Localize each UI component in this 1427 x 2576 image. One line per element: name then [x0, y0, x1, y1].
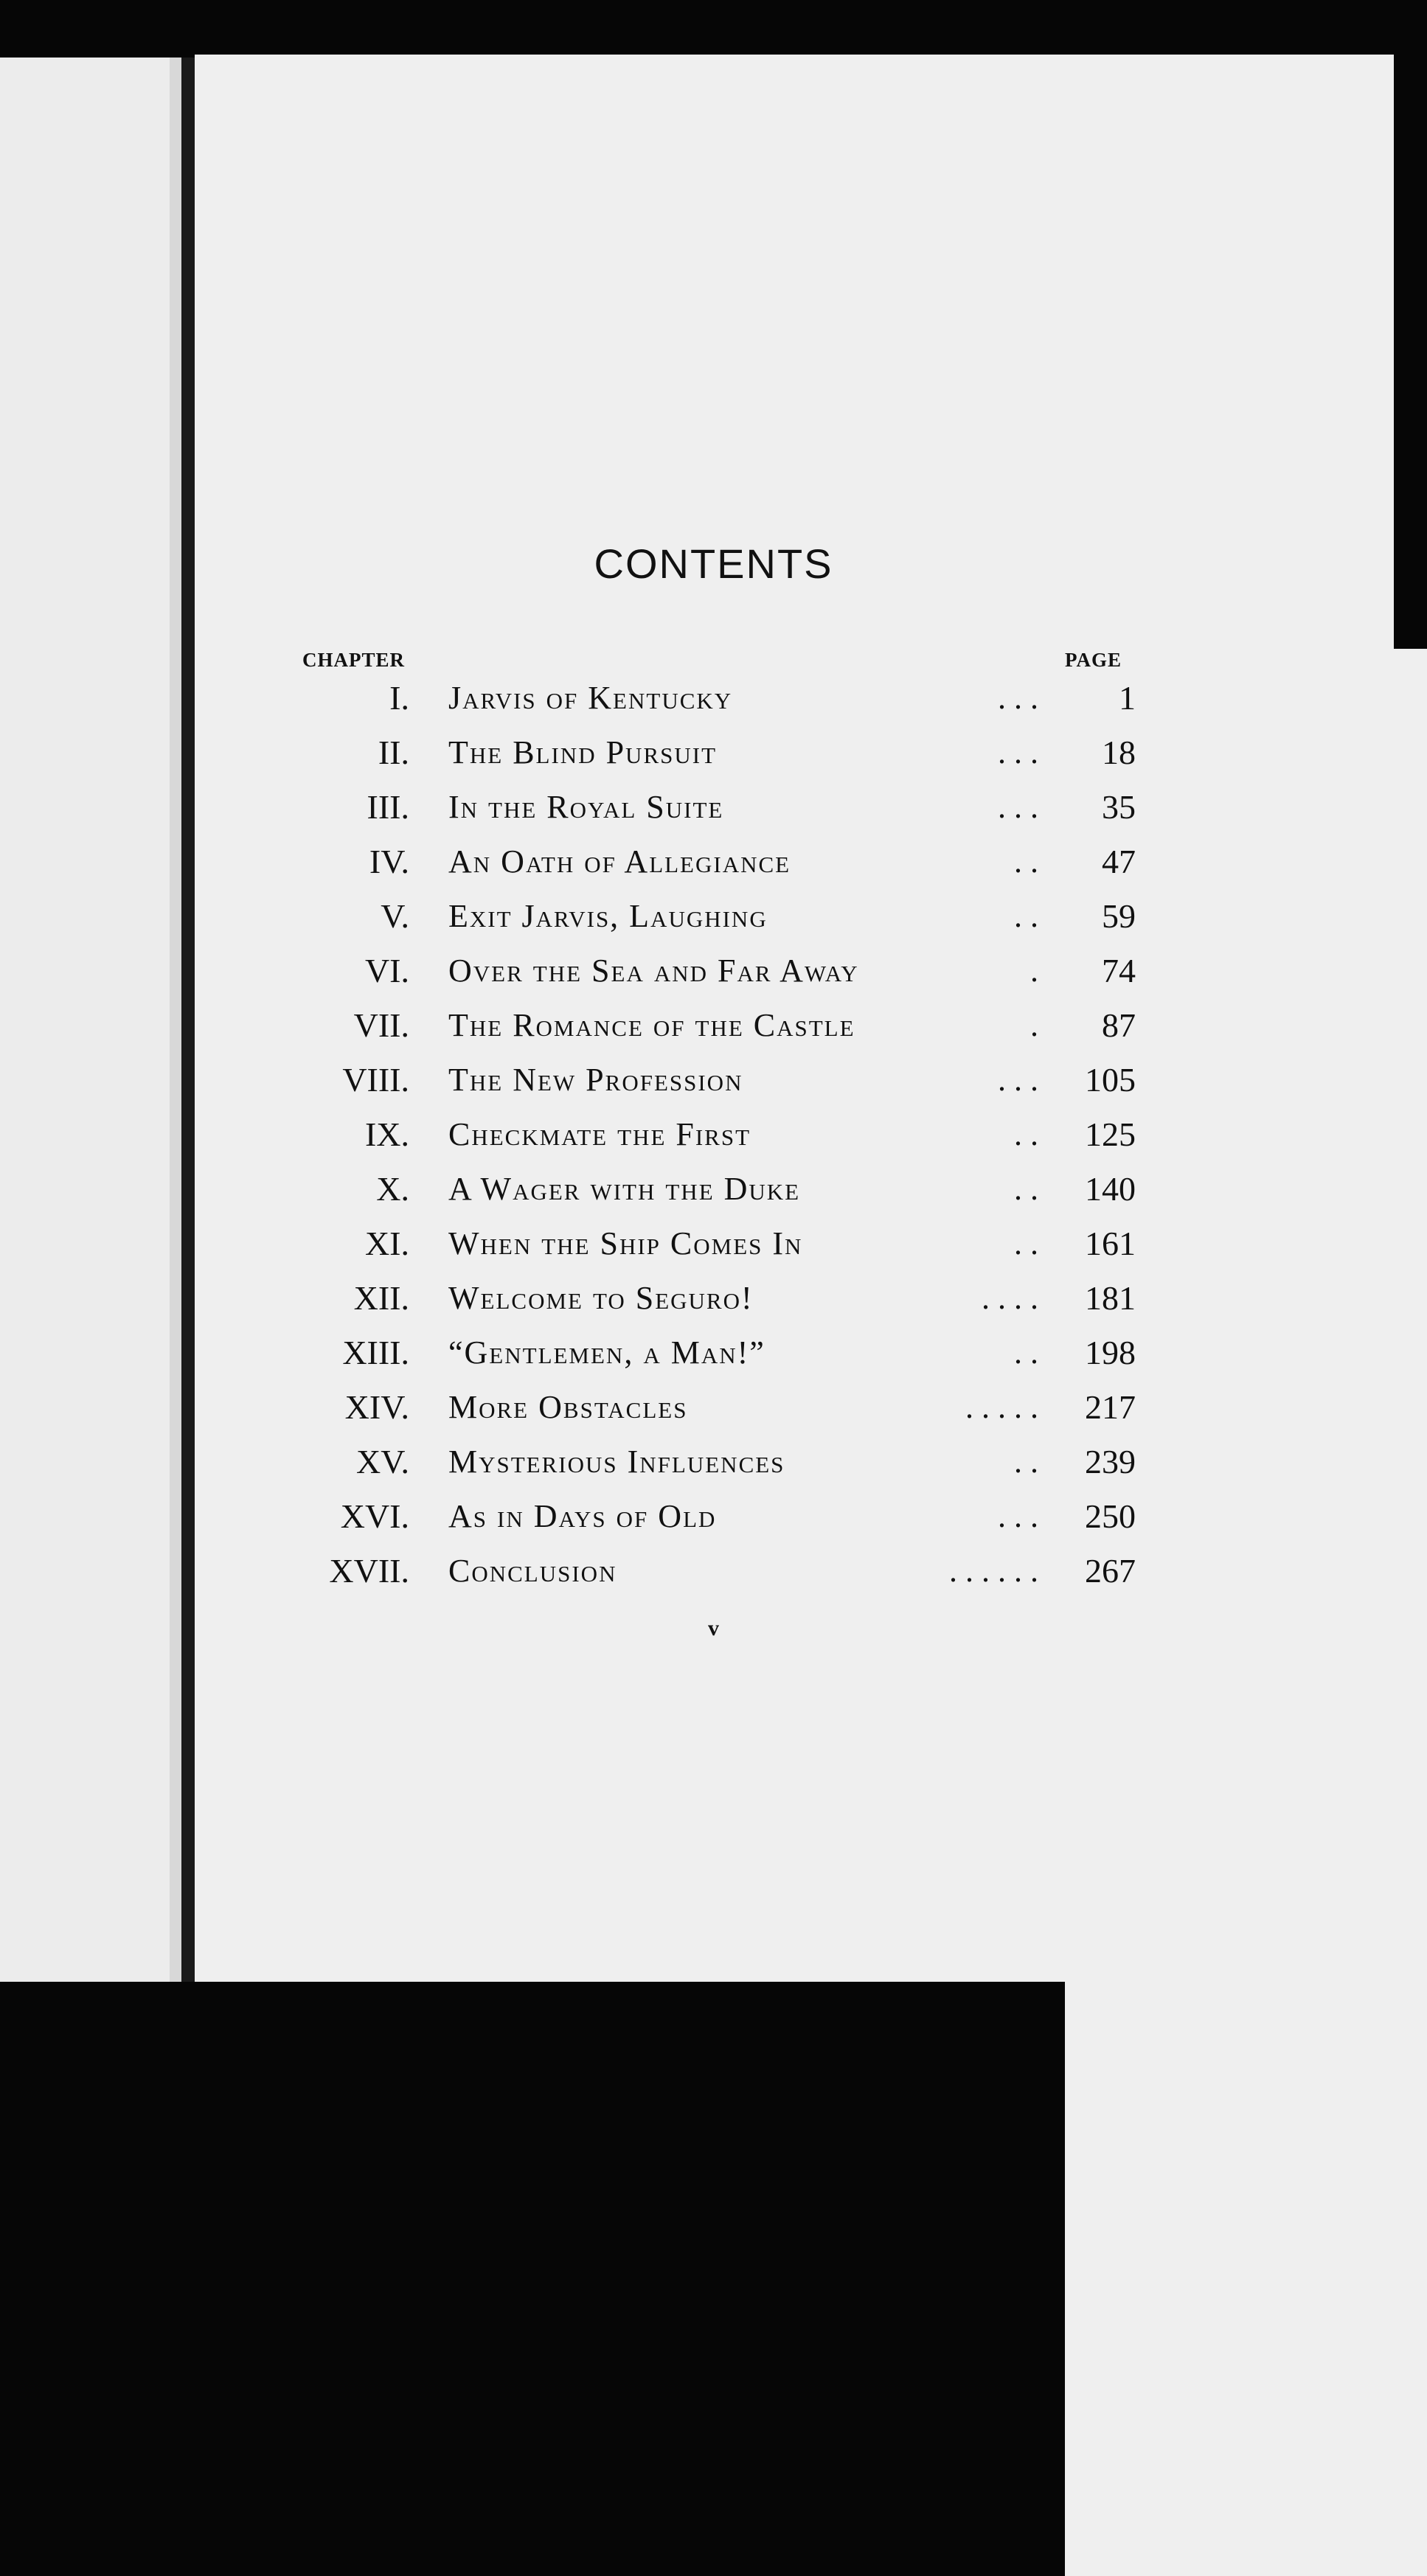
toc-entry: [0, 1216, 1427, 1271]
toc-entry: [0, 1162, 1427, 1216]
chapter-title: More Obstacles: [448, 1389, 688, 1425]
chapter-title: Conclusion: [448, 1553, 617, 1589]
chapter-number: XVII.: [329, 1552, 409, 1590]
dot-leader: . . . .: [982, 1280, 1038, 1316]
dot-leader: . . .: [998, 1498, 1038, 1534]
dot-leader: . . .: [998, 1062, 1038, 1098]
dot-leader: . .: [1014, 1334, 1038, 1371]
toc-entry: [0, 671, 1427, 725]
toc-entry: [0, 998, 1427, 1053]
chapter-title: Over the Sea and Far Away: [448, 953, 859, 989]
chapter-title: Welcome to Seguro!: [448, 1280, 754, 1316]
dot-leader: .: [1030, 1007, 1038, 1043]
dot-leader: . . . . .: [965, 1389, 1038, 1425]
page-folio: v: [708, 1616, 719, 1640]
page-number: 239: [1085, 1443, 1136, 1480]
chapter-number: I.: [389, 679, 409, 717]
dot-leader: . . .: [998, 734, 1038, 770]
page-number: 161: [1085, 1225, 1136, 1262]
page-number: 74: [1102, 952, 1136, 989]
chapter-number: XIV.: [344, 1388, 409, 1426]
chapter-title: Checkmate the First: [448, 1116, 751, 1152]
dot-leader: . . . . . .: [949, 1553, 1038, 1589]
page-number: 87: [1102, 1006, 1136, 1044]
dot-leader: . .: [1014, 1171, 1038, 1207]
chapter-title: Exit Jarvis, Laughing: [448, 898, 768, 934]
chapter-number: XV.: [355, 1443, 409, 1480]
page-number: 1: [1119, 679, 1136, 717]
chapter-number: X.: [376, 1170, 409, 1208]
chapter-number: IV.: [369, 843, 409, 880]
page-number: 198: [1085, 1334, 1136, 1371]
chapter-title: In the Royal Suite: [448, 789, 724, 825]
toc-entry: [0, 1053, 1427, 1107]
chapter-number: VI.: [364, 952, 409, 989]
chapter-title: An Oath of Allegiance: [448, 843, 791, 880]
chapter-number: IX.: [364, 1115, 409, 1153]
dot-leader: . . .: [998, 789, 1038, 825]
chapter-number: XI.: [364, 1225, 409, 1262]
toc-entry: [0, 944, 1427, 998]
toc-entry: [0, 1435, 1427, 1489]
chapter-title: The Romance of the Castle: [448, 1007, 855, 1043]
toc-entry: [0, 1271, 1427, 1326]
chapter-number: XII.: [353, 1279, 409, 1317]
chapter-title: As in Days of Old: [448, 1498, 717, 1534]
chapter-title: When the Ship Comes In: [448, 1225, 803, 1261]
chapter-title: The New Profession: [448, 1062, 743, 1098]
dot-leader: . .: [1014, 898, 1038, 934]
chapter-title: Mysterious Influences: [448, 1444, 785, 1480]
toc-entry: [0, 889, 1427, 944]
chapter-number: XVI.: [340, 1497, 409, 1535]
chapter-number: VII.: [353, 1006, 409, 1044]
chapter-title: “Gentlemen, a Man!”: [448, 1334, 765, 1371]
page-number: 181: [1085, 1279, 1136, 1317]
page-number: 140: [1085, 1170, 1136, 1208]
page-number: 59: [1102, 897, 1136, 935]
chapter-number: XIII.: [342, 1334, 409, 1371]
toc-entry: [0, 780, 1427, 835]
toc-entry: [0, 835, 1427, 889]
chapter-number: II.: [378, 734, 409, 771]
chapter-title: A Wager with the Duke: [448, 1171, 801, 1207]
toc-entry: [0, 1544, 1427, 1598]
toc-entry: [0, 725, 1427, 780]
chapter-number: VIII.: [342, 1061, 409, 1099]
page-number: 35: [1102, 788, 1136, 826]
dot-leader: . .: [1014, 1225, 1038, 1261]
page-number: 250: [1085, 1497, 1136, 1535]
page-number: 105: [1085, 1061, 1136, 1099]
page-number: 125: [1085, 1115, 1136, 1153]
toc-entry: [0, 1107, 1427, 1162]
dot-leader: . . .: [998, 680, 1038, 716]
dot-leader: . .: [1014, 1444, 1038, 1480]
chapter-title: The Blind Pursuit: [448, 734, 718, 770]
page-number: 47: [1102, 843, 1136, 880]
dot-leader: .: [1030, 953, 1038, 989]
page-number: 267: [1085, 1552, 1136, 1590]
toc-entry: [0, 1380, 1427, 1435]
toc-entry: [0, 1489, 1427, 1544]
page-heading: CONTENTS: [594, 540, 833, 587]
dot-leader: . .: [1014, 1116, 1038, 1152]
chapter-title: Jarvis of Kentucky: [448, 680, 733, 716]
toc-entry: [0, 1326, 1427, 1380]
page-column-header: PAGE: [1065, 649, 1427, 2576]
dot-leader: . .: [1014, 843, 1038, 880]
chapter-number: III.: [367, 788, 409, 826]
chapter-column-header: CHAPTER: [302, 649, 406, 671]
chapter-number: V.: [381, 897, 409, 935]
page-number: 217: [1085, 1388, 1136, 1426]
page-number: 18: [1102, 734, 1136, 771]
